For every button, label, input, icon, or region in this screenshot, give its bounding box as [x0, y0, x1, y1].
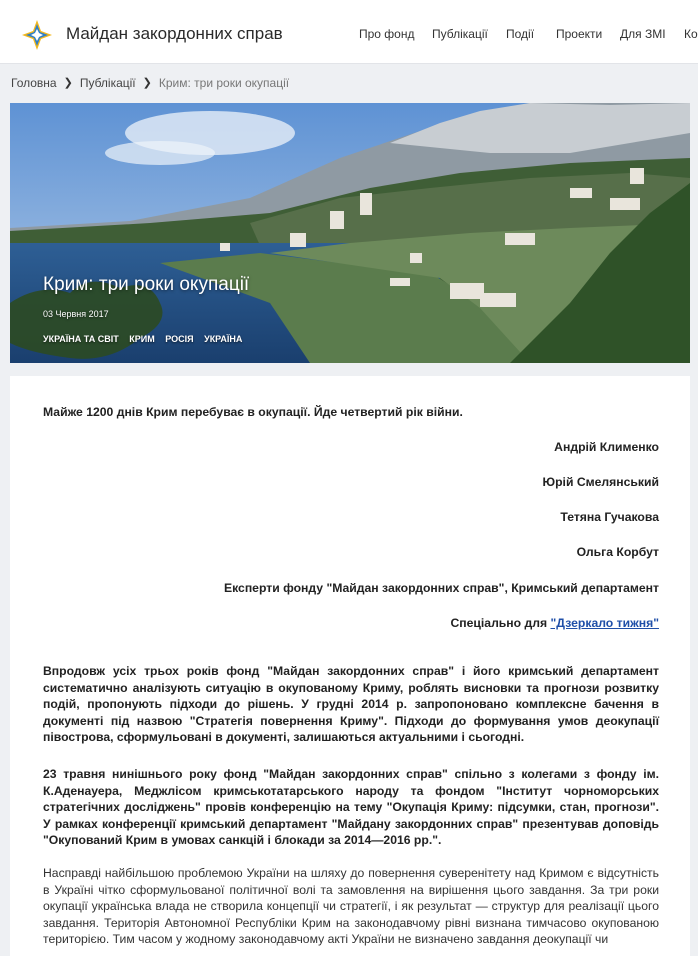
chevron-right-icon: ❯ — [142, 77, 152, 90]
breadcrumb-current: Крим: три роки окупації — [158, 75, 290, 90]
author-affiliation: Експерти фонду "Майдан закордонних справ", Кримський департамент — [223, 581, 659, 595]
nav-item-about[interactable]: Про фонд — [359, 27, 415, 41]
author-name: Тетяна Гучакова — [560, 510, 659, 524]
tag-ukraine-world[interactable]: УКРАЇНА ТА СВІТ — [43, 334, 119, 344]
nav-item-projects[interactable]: Проекти — [556, 27, 603, 41]
article-title: Крим: три роки окупації — [43, 274, 250, 295]
breadcrumb — [11, 75, 289, 90]
tag-russia[interactable]: РОСІЯ — [165, 334, 194, 344]
author-name: Андрій Клименко — [554, 440, 659, 454]
tag-crimea[interactable]: КРИМ — [129, 334, 155, 344]
paragraph: Впродовж усіх трьох років фонд "Майдан закордонних справ" і його кримський департамент систематично аналізують ситуацію в окупованому Криму, роблять висновки та прогнози розвитку подій, пропонують підходи до рішень. У грудні 2014 р. запропоновано комплексне бачення в документі під назвою "Стратегія повернення Криму". Підходи до формування умов деокупації півострова, сформульовані в документі, залишаються актуальними і сьогодні. — [43, 664, 659, 744]
site-name[interactable]: Майдан закордонних справ — [66, 24, 283, 43]
hero-banner — [10, 103, 690, 363]
nav-item-publications[interactable]: Публікації — [432, 27, 488, 41]
tag-ukraine[interactable]: УКРАЇНА — [204, 334, 243, 344]
paragraph: Насправді найбільшою проблемою України на шляху до повернення суверенітету над Кримом є відсутність в Україні чітко сформульованої політичної волі та замовлення на вирішення цього завдання. За три роки окупації українська влада не створила концепції чи стратегії, і як результат — структур для реалізації цього завдання. Територія Автономної Республіки Крим на законодавчому рівні визнана тимчасово окупованою територією. Тим часом у жодному законодавчому акті України не визначено завдання деокупації чи — [43, 866, 659, 946]
author-name: Ольга Корбут — [576, 545, 659, 559]
article-lead: Майже 1200 днів Крим перебуває в окупації. Йде четвертий рік війни. — [43, 405, 463, 419]
crimea-coast-image — [10, 103, 690, 363]
nav-item-media[interactable]: Для ЗМІ — [620, 27, 666, 41]
nav-item-events[interactable]: Події — [506, 27, 535, 41]
article-tags — [43, 334, 250, 344]
special-for-line — [450, 616, 659, 630]
article-date: 03 Червня 2017 — [43, 309, 109, 319]
chevron-right-icon: ❯ — [63, 77, 73, 90]
breadcrumb-home[interactable]: Головна — [11, 75, 57, 90]
special-for-prefix: Спеціально для — [450, 616, 551, 630]
source-link[interactable]: "Дзеркало тижня" — [550, 616, 659, 630]
site-header — [0, 0, 698, 64]
main-nav — [0, 27, 698, 47]
nav-item-contacts[interactable]: Ко — [684, 27, 698, 41]
article-body — [10, 376, 690, 956]
author-name: Юрій Смелянський — [542, 475, 659, 489]
breadcrumb-section[interactable]: Публікації — [79, 75, 136, 90]
paragraph: 23 травня нинішнього року фонд "Майдан закордонних справ" спільно з колегами з фонду ім. К.Аденауера, Меджлісом кримськотатарського народу та фондом "Інститут чорноморських стратегічних досліджень" провів конференцію на тему "Окупація Криму: підсумки, стан, прогнози". У рамках конференції кримський департамент "Майдану закордонних справ" презентував доповідь "Окупований Крим в умовах санкцій і блокади за 2014—2016 рр.". — [43, 767, 659, 847]
